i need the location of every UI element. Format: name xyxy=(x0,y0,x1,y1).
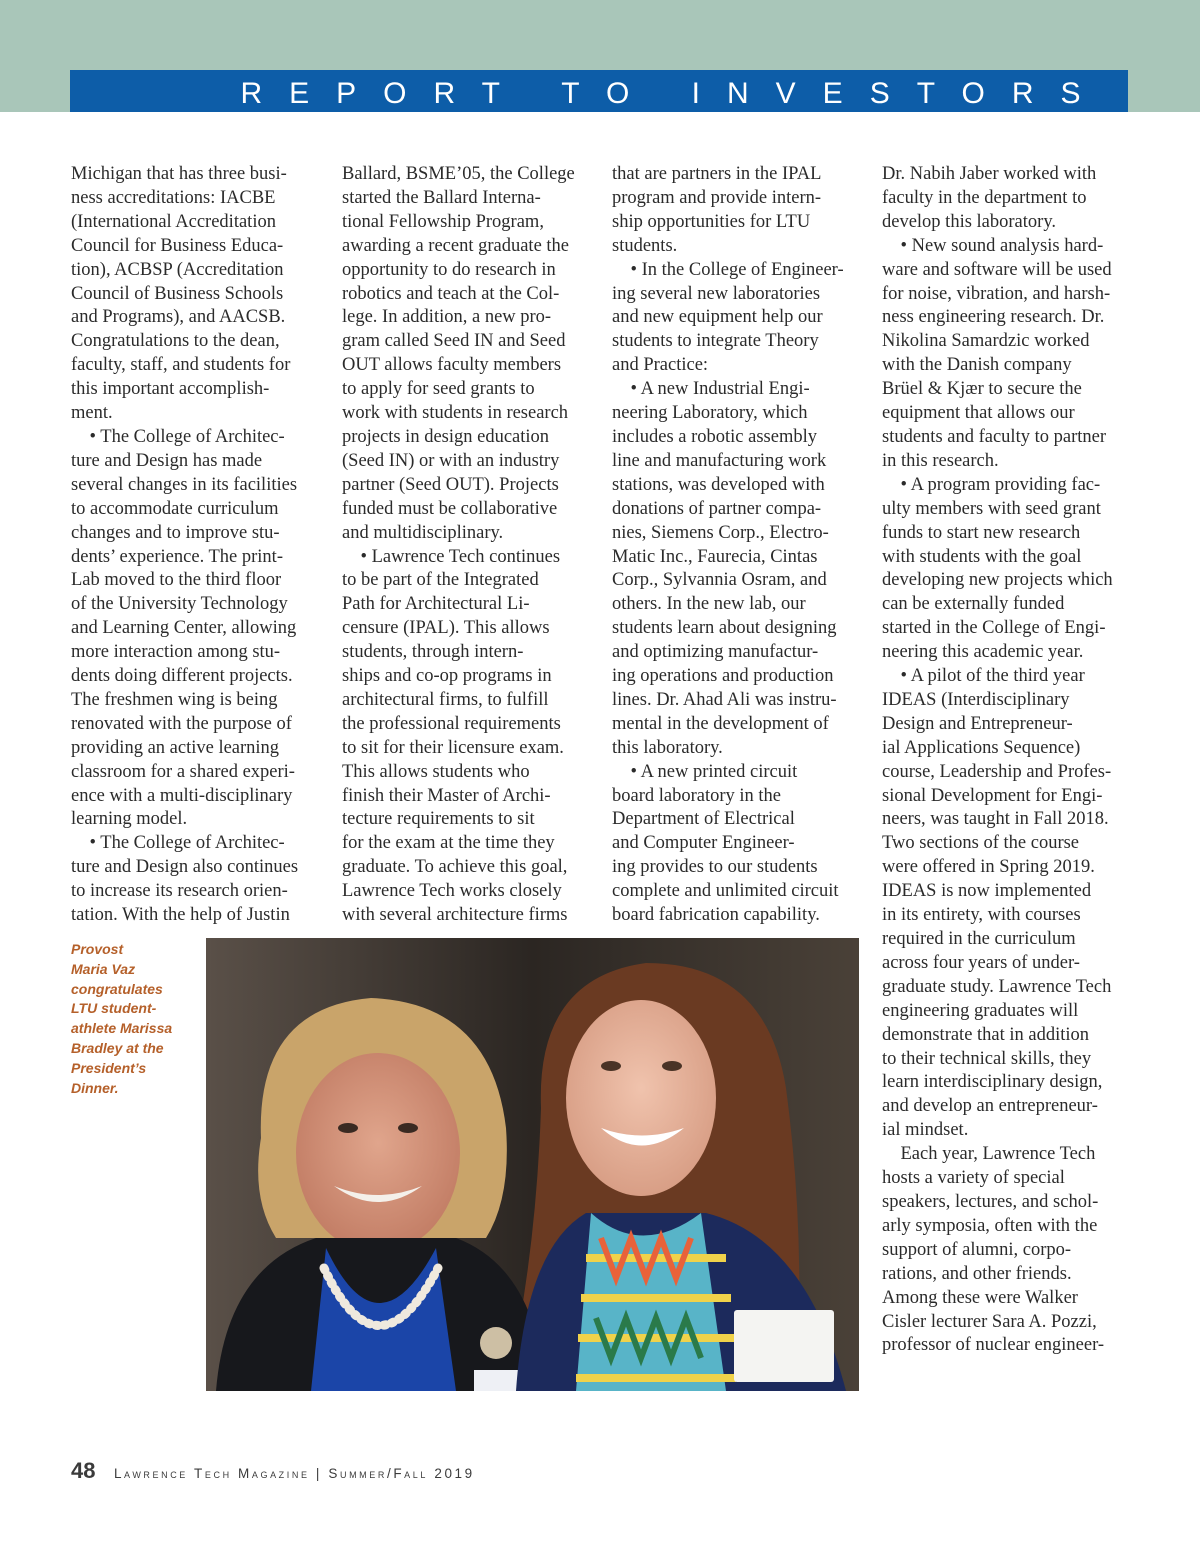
body-line: students and faculty to partner xyxy=(882,426,1106,447)
body-line: providing an active learning xyxy=(71,737,280,758)
body-line: started the Ballard Interna- xyxy=(342,187,541,208)
body-line: • The College of Architec- xyxy=(71,426,285,447)
body-line: for the exam at the time they xyxy=(342,833,555,854)
text-column-4 xyxy=(882,163,1132,1358)
event-photo xyxy=(206,938,859,1391)
body-line: ness engineering research. Dr. xyxy=(882,307,1105,328)
body-line: more interaction among stu- xyxy=(71,642,281,663)
body-line: of the University Technology xyxy=(71,594,288,615)
body-line: nies, Siemens Corp., Electro- xyxy=(612,522,829,543)
body-line: Council of Business Schools xyxy=(71,283,284,304)
body-line: architectural firms, to fulfill xyxy=(342,689,549,710)
body-line: donations of partner compa- xyxy=(612,498,822,519)
body-line: that are partners in the IPAL xyxy=(612,164,822,184)
body-line: and Computer Engineer- xyxy=(612,833,795,854)
body-line: with several architecture firms xyxy=(342,905,568,926)
body-line: tional Fellowship Program, xyxy=(342,211,544,232)
body-line: neering this academic year. xyxy=(882,642,1084,663)
body-line: ing several new laboratories xyxy=(612,283,821,304)
body-line: robotics and teach at the Col- xyxy=(342,283,560,304)
body-line: and Practice: xyxy=(612,355,709,376)
body-line: faculty in the department to xyxy=(882,187,1087,208)
body-line: includes a robotic assembly xyxy=(612,426,817,447)
body-line: students, through intern- xyxy=(342,642,524,663)
body-line: line and manufacturing work xyxy=(612,450,827,471)
page-footer xyxy=(71,1458,475,1488)
body-line: Two sections of the course xyxy=(882,833,1080,854)
body-line: ture and Design has made xyxy=(71,450,263,471)
text-column-3 xyxy=(612,163,864,928)
body-line: Brüel & Kjær to secure the xyxy=(882,379,1082,400)
body-line: complete and unlimited circuit xyxy=(612,881,839,902)
body-line: • Lawrence Tech continues xyxy=(342,546,561,567)
body-line: engineering graduates will xyxy=(882,1000,1079,1021)
body-line: with students with the goal xyxy=(882,546,1082,567)
photo-caption xyxy=(71,940,195,1098)
body-line: arly symposia, often with the xyxy=(882,1215,1098,1236)
body-line: and new equipment help our xyxy=(612,307,823,328)
body-line: changes and to improve stu- xyxy=(71,522,280,543)
body-line: ence with a multi-disciplinary xyxy=(71,785,293,806)
body-line: develop this laboratory. xyxy=(882,211,1056,232)
body-line: OUT allows faculty members xyxy=(342,355,562,376)
body-line: can be externally funded xyxy=(882,594,1065,615)
caption-line: athlete Marissa xyxy=(71,1020,173,1037)
body-line: Matic Inc., Faurecia, Cintas xyxy=(612,546,818,567)
body-line: ial Applications Sequence) xyxy=(882,737,1081,758)
body-line: rations, and other friends. xyxy=(882,1263,1072,1284)
body-line: • New sound analysis hard- xyxy=(882,235,1104,256)
body-line: and multidisciplinary. xyxy=(342,522,504,543)
caption-line: Dinner. xyxy=(71,1079,119,1096)
body-line: in its entirety, with courses xyxy=(882,905,1081,926)
caption-line: President’s xyxy=(71,1059,147,1076)
body-line: Congratulations to the dean, xyxy=(71,331,280,352)
publication-line: Lawrence Tech Magazine | Summer/Fall 2019 xyxy=(113,1466,475,1481)
body-line: hosts a variety of special xyxy=(882,1168,1065,1189)
body-line: board laboratory in the xyxy=(612,785,782,806)
body-line: classroom for a shared experi- xyxy=(71,761,295,782)
body-line: work with students in research xyxy=(342,403,569,424)
body-line: and Programs), and AACSB. xyxy=(71,307,286,328)
body-line: to be part of the Integrated xyxy=(342,570,539,591)
body-line: students. xyxy=(612,235,678,256)
body-line: Lab moved to the third floor xyxy=(71,570,282,591)
body-line: this important accomplish- xyxy=(71,379,270,400)
body-line: graduate. To achieve this goal, xyxy=(342,857,568,878)
body-line: ing operations and production xyxy=(612,666,834,687)
body-line: started in the College of Engi- xyxy=(882,618,1106,639)
caption-line: Bradley at the xyxy=(71,1039,164,1056)
body-line: ture and Design also continues xyxy=(71,857,299,878)
body-line: • A pilot of the third year xyxy=(882,666,1085,687)
text-column-2 xyxy=(342,163,594,928)
body-line: support of alumni, corpo- xyxy=(882,1239,1072,1260)
body-line: IDEAS (Interdisciplinary xyxy=(882,689,1070,710)
body-line: Path for Architectural Li- xyxy=(342,594,530,615)
body-line: and optimizing manufactur- xyxy=(612,642,819,663)
body-line: funds to start new research xyxy=(882,522,1081,543)
body-line: to their technical skills, they xyxy=(882,1048,1092,1069)
body-line: board fabrication capability. xyxy=(612,905,820,926)
body-line: • A new Industrial Engi- xyxy=(612,379,810,400)
body-line: partner (Seed OUT). Projects xyxy=(342,474,559,495)
body-line: required in the curriculum xyxy=(882,929,1076,949)
body-line: ware and software will be used xyxy=(882,259,1112,280)
body-line: Department of Electrical xyxy=(612,809,795,830)
caption-line: Provost xyxy=(71,941,124,957)
body-line: to apply for seed grants to xyxy=(342,379,535,400)
body-line: Michigan that has three busi- xyxy=(71,164,287,184)
body-line: the professional requirements xyxy=(342,713,561,734)
body-line: dents’ experience. The print- xyxy=(71,546,283,567)
body-line: students learn about designing xyxy=(612,618,837,639)
body-line: equipment that allows our xyxy=(882,403,1075,424)
body-line: ment. xyxy=(71,403,113,424)
body-line: to increase its research orien- xyxy=(71,881,288,902)
body-line: were offered in Spring 2019. xyxy=(882,857,1095,878)
body-line: ships and co-op programs in xyxy=(342,666,552,687)
caption-line: Maria Vaz xyxy=(71,960,136,977)
body-line: ial mindset. xyxy=(882,1120,969,1141)
body-line: with the Danish company xyxy=(882,355,1072,376)
caption-line: LTU student- xyxy=(71,1000,157,1017)
body-line: Ballard, BSME’05, the College xyxy=(342,164,575,184)
body-line: ness accreditations: IACBE xyxy=(71,187,276,208)
body-line: speakers, lectures, and schol- xyxy=(882,1191,1099,1212)
body-line: lines. Dr. Ahad Ali was instru- xyxy=(612,689,837,710)
body-line: across four years of under- xyxy=(882,952,1080,973)
body-line: • In the College of Engineer- xyxy=(612,259,844,280)
body-line: awarding a recent graduate the xyxy=(342,235,570,256)
body-line: • A program providing fac- xyxy=(882,474,1101,495)
body-line: to accommodate curriculum xyxy=(71,498,279,519)
body-line: others. In the new lab, our xyxy=(612,594,806,615)
text-column-1 xyxy=(71,163,323,928)
body-line: and Learning Center, allowing xyxy=(71,618,297,639)
body-line: This allows students who xyxy=(342,761,530,782)
body-line: sional Development for Engi- xyxy=(882,785,1103,806)
body-line: opportunity to do research in xyxy=(342,259,556,280)
body-line: Corp., Sylvannia Osram, and xyxy=(612,570,827,591)
body-line: Nikolina Samardzic worked xyxy=(882,331,1090,352)
body-line: several changes in its facilities xyxy=(71,474,298,495)
body-line: and develop an entrepreneur- xyxy=(882,1096,1098,1117)
body-line: graduate study. Lawrence Tech xyxy=(882,976,1112,997)
body-line: dents doing different projects. xyxy=(71,666,293,687)
body-line: mental in the development of xyxy=(612,713,829,734)
body-line: finish their Master of Archi- xyxy=(342,785,551,806)
body-line: projects in design education xyxy=(342,426,550,447)
body-line: Among these were Walker xyxy=(882,1287,1078,1308)
body-line: learn interdisciplinary design, xyxy=(882,1072,1103,1093)
body-line: gram called Seed IN and Seed xyxy=(342,331,566,352)
body-line: neers, was taught in Fall 2018. xyxy=(882,809,1109,830)
body-line: Design and Entrepreneur- xyxy=(882,713,1073,734)
body-line: students to integrate Theory xyxy=(612,331,819,352)
body-line: IDEAS is now implemented xyxy=(882,881,1092,902)
caption-line: congratulates xyxy=(71,980,163,997)
photo-illustration xyxy=(206,938,859,1391)
body-line: this laboratory. xyxy=(612,737,723,758)
body-line: Cisler lecturer Sara A. Pozzi, xyxy=(882,1311,1097,1332)
body-line: lege. In addition, a new pro- xyxy=(342,307,552,328)
body-line: program and provide intern- xyxy=(612,187,822,208)
body-line: ing provides to our students xyxy=(612,857,818,878)
body-line: Council for Business Educa- xyxy=(71,235,284,256)
body-line: • The College of Architec- xyxy=(71,833,285,854)
body-line: ulty members with seed grant xyxy=(882,498,1101,519)
body-line: tation. With the help of Justin xyxy=(71,905,290,926)
body-line: • A new printed circuit xyxy=(612,761,798,782)
body-line: tion), ACBSP (Accreditation xyxy=(71,259,284,280)
body-line: learning model. xyxy=(71,809,188,830)
body-line: faculty, staff, and students for xyxy=(71,355,291,376)
body-line: Each year, Lawrence Tech xyxy=(882,1144,1096,1165)
body-line: renovated with the purpose of xyxy=(71,713,292,734)
body-line: for noise, vibration, and harsh- xyxy=(882,283,1111,304)
body-line: stations, was developed with xyxy=(612,474,825,495)
body-line: (International Accreditation xyxy=(71,211,276,232)
body-line: professor of nuclear engineer- xyxy=(882,1335,1105,1356)
body-line: Lawrence Tech works closely xyxy=(342,881,562,902)
body-line: ship opportunities for LTU xyxy=(612,211,811,232)
body-line: in this research. xyxy=(882,450,999,471)
body-line: neering Laboratory, which xyxy=(612,403,808,424)
body-line: The freshmen wing is being xyxy=(71,689,278,710)
body-line: (Seed IN) or with an industry xyxy=(342,450,560,471)
body-line: demonstrate that in addition xyxy=(882,1024,1090,1045)
body-line: funded must be collaborative xyxy=(342,498,558,519)
body-line: developing new projects which xyxy=(882,570,1113,591)
body-line: censure (IPAL). This allows xyxy=(342,618,550,639)
page-number: 48 xyxy=(71,1458,96,1483)
section-header: REPORT TO INVESTORS xyxy=(70,70,1128,112)
body-line: tecture requirements to sit xyxy=(342,809,535,830)
body-line: Dr. Nabih Jaber worked with xyxy=(882,164,1097,184)
body-line: to sit for their licensure exam. xyxy=(342,737,564,758)
body-line: course, Leadership and Profes- xyxy=(882,761,1112,782)
